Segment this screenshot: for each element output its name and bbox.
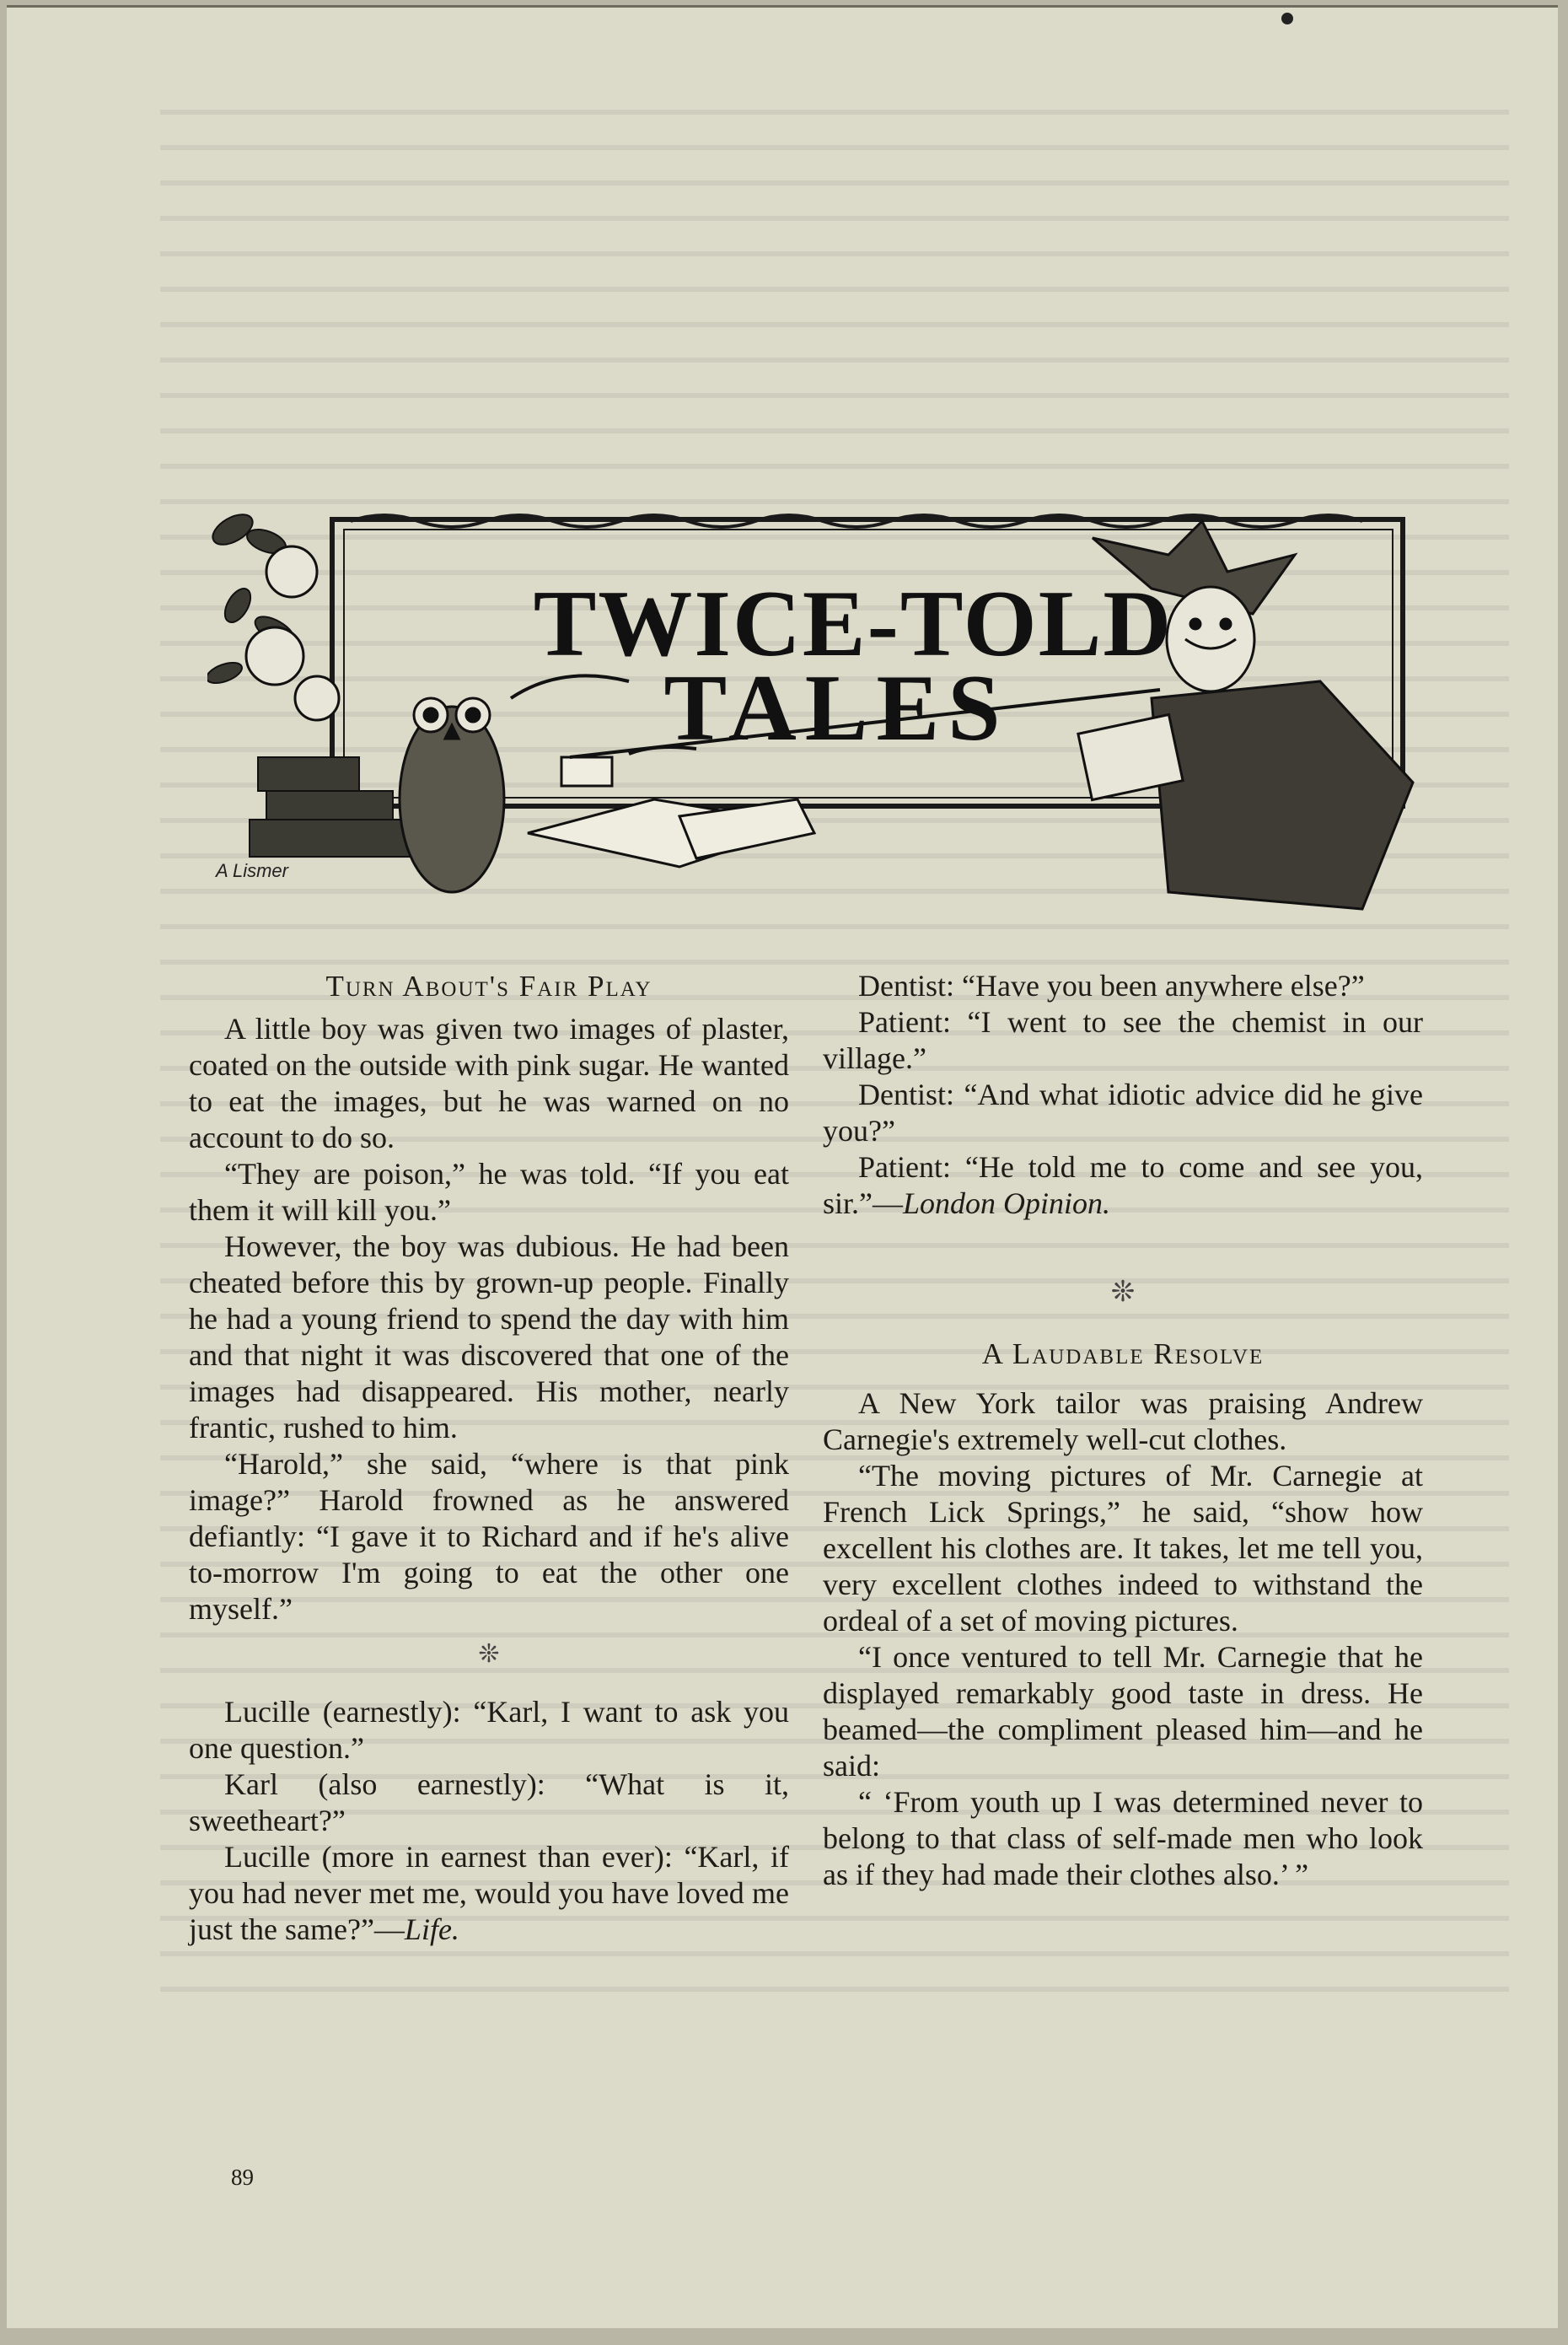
paragraph: Dentist: “And what idiotic advice did he give you?” [823, 1078, 1423, 1148]
paragraph-text: Lucille (more in earnest than ever): “Karl, if you had never met me, would you have loved me just the same?”— [189, 1840, 789, 1946]
paragraph: Karl (also earnestly): “What is it, sweetheart?” [189, 1767, 789, 1837]
banner-title-line2: TALES [663, 656, 1009, 761]
twice-told-tales-banner [207, 504, 1415, 924]
left-column [189, 968, 789, 1948]
paragraph: “Harold,” she said, “where is that pink image?” Harold frowned as he answered defiantly: “I gave it to Richard and if he's alive to-morrow I'm going to eat the other one myself.” [189, 1447, 789, 1626]
right-column [823, 968, 1423, 1893]
paragraph: “They are poison,” he was told. “If you eat them it will kill you.” [189, 1157, 789, 1227]
paragraph: A New York tailor was praising Andrew Carnegie's extremely well-cut clothes. [823, 1386, 1423, 1456]
section-separator: ❊ [1110, 1277, 1136, 1308]
artist-signature: A Lismer [216, 860, 288, 881]
story-heading: A Laudable Resolve [981, 1337, 1265, 1370]
paragraph: Patient: “I went to see the chemist in our village.” [823, 1005, 1423, 1075]
page-mark [1281, 13, 1293, 24]
paragraph: A little boy was given two images of plaster, coated on the outside with pink sugar. He wanted to eat the images, but he was warned on no account to do so. [189, 1012, 789, 1154]
paragraph: “I once ventured to tell Mr. Carnegie that he displayed remarkably good taste in dress. He beamed—the compliment pleased him—and he said: [823, 1640, 1423, 1783]
source-citation: London Opinion. [903, 1186, 1111, 1220]
open-book-and-papers [528, 757, 814, 867]
source-citation: Life. [404, 1912, 459, 1946]
page-number: 89 [231, 2165, 254, 2190]
paragraph: Dentist: “Have you been anywhere else?” [858, 969, 1365, 1003]
banner-title-line1: TWICE-TOLD [533, 572, 1173, 676]
books-stack [250, 757, 418, 857]
story-heading: Turn About's Fair Play [325, 970, 652, 1003]
paragraph: However, the boy was dubious. He had been cheated before this by grown-up people. Finally he had a young friend to spend the day with him and that night it was discovered that one of the images had disappeared. His mother, nearly frantic, rushed to him. [189, 1229, 789, 1444]
section-separator: ❊ [478, 1640, 500, 1668]
paragraph: Lucille (earnestly): “Karl, I want to ask you one question.” [189, 1695, 789, 1765]
paragraph-with-source [189, 1839, 789, 1948]
paragraph-text: Patient: “He told me to come and see you, sir.”— [823, 1150, 1423, 1220]
paragraph: “ ‘From youth up I was determined never to belong to that class of self-made men who look as if they had made their clothes also.’ ” [823, 1785, 1423, 1891]
paragraph-with-source [823, 1149, 1423, 1222]
paragraph: “The moving pictures of Mr. Carnegie at French Lick Springs,” he said, “show how excellent his clothes are. It takes, let me tell you, very excellent clothes indeed to withstand the ordeal of a set of moving pictures. [823, 1459, 1423, 1638]
